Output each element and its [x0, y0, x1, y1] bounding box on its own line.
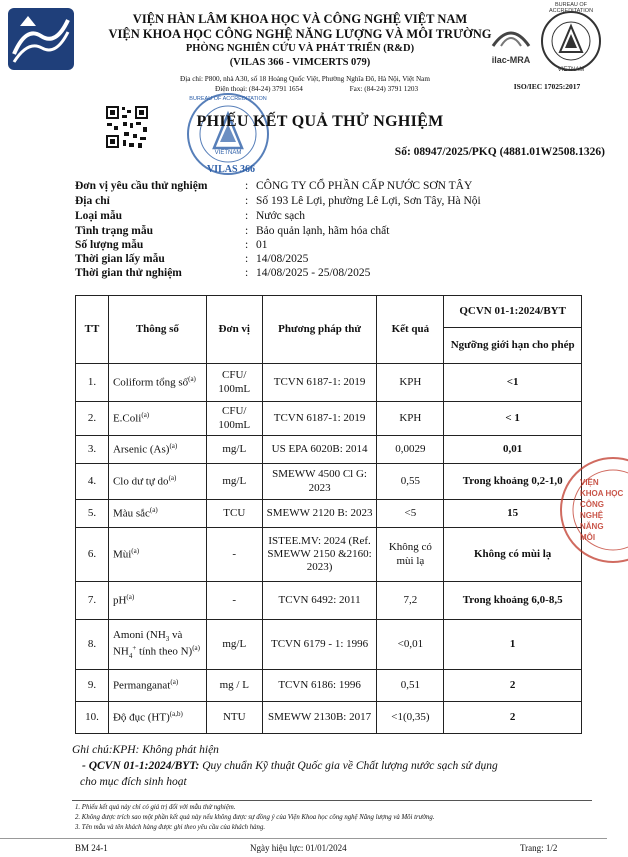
institute-logo — [6, 6, 76, 72]
info-colon: : — [245, 239, 249, 251]
note-qcvn-code: - QCVN 01-1:2024/BYT: — [82, 760, 200, 772]
department-name: PHÒNG NGHIÊN CỨU VÀ PHÁT TRIỂN (R&D) — [185, 43, 415, 54]
cell-param — [108, 364, 206, 402]
cell-param — [108, 528, 206, 582]
cell-limit: Trong khoảng 0,2-1,0 — [444, 464, 582, 500]
param-text: Coliform tổng số — [112, 376, 189, 389]
note-kph: Ghi chú:KPH: Không phát hiện — [72, 744, 219, 756]
info-label-address: Địa chỉ — [75, 195, 110, 207]
table-row — [76, 702, 582, 734]
info-colon: : — [245, 195, 249, 207]
seal-line: KHOA HỌC — [580, 489, 624, 498]
cell-unit: - — [206, 582, 262, 620]
info-value-requester: CÔNG TY CỔ PHẦN CẤP NƯỚC SƠN TÂY — [256, 180, 473, 192]
cell-method: TCVN 6186: 1996 — [262, 670, 377, 702]
info-label-requester: Đơn vị yêu cầu thử nghiệm — [75, 180, 208, 192]
cell-tt: 6. — [76, 528, 109, 582]
cell-method: SMEWW 2120 B: 2023 — [262, 500, 377, 528]
ilac-mra-logo — [487, 24, 535, 64]
cell-result: KPH — [377, 364, 444, 402]
results-table — [75, 295, 582, 734]
seal-country: VIETNAM — [557, 67, 585, 73]
form-code: BM 24-1 — [75, 843, 108, 853]
cell-unit: mg/L — [206, 464, 262, 500]
param-text: Permanganat — [112, 679, 171, 692]
table-row — [76, 500, 582, 528]
contact-line — [95, 85, 515, 93]
cell-method: TCVN 6492: 2011 — [262, 582, 377, 620]
info-value-sample-count: 01 — [256, 239, 268, 251]
page-number: Trang: 1/2 — [520, 843, 558, 853]
subscript: 4 — [128, 651, 133, 660]
param-text: tính theo N) — [136, 645, 193, 658]
info-label-sample-count: Số lượng mẫu — [75, 239, 144, 251]
note-purpose: cho mục đích sinh hoạt — [80, 776, 187, 788]
cell-method: US EPA 6020B: 2014 — [262, 436, 377, 464]
table-row — [76, 620, 582, 670]
cell-unit: mg/L — [206, 436, 262, 464]
param-text: và NH — [112, 629, 183, 658]
header-unit: Đơn vị — [206, 296, 262, 364]
info-colon: : — [245, 180, 249, 192]
footnote: 2. Không được trích sao một phần kết quả này nếu không được sự đồng ý của Viện Khoa học công nghệ Năng lượng và Môi trường. — [75, 814, 435, 821]
accreditation-seal — [540, 10, 602, 72]
param-text: pH — [112, 594, 127, 607]
param-text: Arsenic (As) — [112, 443, 170, 456]
cell-tt: 7. — [76, 582, 109, 620]
fax: Fax: (84-24) 3791 1203 — [349, 85, 419, 93]
info-value-sample-state: Bảo quản lạnh, hãm hóa chất — [256, 225, 390, 237]
cell-param — [108, 670, 206, 702]
info-label-test-time: Thời gian thử nghiệm — [75, 267, 182, 279]
accredited-mark: (a) — [169, 442, 178, 451]
info-colon: : — [245, 225, 249, 237]
accredited-mark: (a) — [188, 375, 196, 384]
cell-result: 0,55 — [377, 464, 444, 500]
header-standard: QCVN 01-1:2024/BYT — [444, 296, 582, 328]
param-text: Amoni (NH — [112, 629, 166, 642]
cell-limit: 1 — [444, 620, 582, 670]
accredited-mark: (a) — [149, 506, 158, 515]
cell-result: KPH — [377, 402, 444, 436]
footer-divider — [0, 838, 607, 839]
ilac-icon — [487, 24, 535, 52]
effective-date: Ngày hiệu lực: 01/01/2024 — [250, 843, 347, 853]
info-colon: : — [245, 253, 249, 265]
info-label-sample-type: Loại mẫu — [75, 210, 122, 222]
cell-method: SMEWW 4500 Cl G: 2023 — [262, 464, 377, 500]
seal-text: BUREAU OF ACCREDITATION — [548, 2, 594, 14]
cell-limit: 0,01 — [444, 436, 582, 464]
cell-result: <0,01 — [377, 620, 444, 670]
cell-method: SMEWW 2130B: 2017 — [262, 702, 377, 734]
cell-param — [108, 620, 206, 670]
header-result: Kết quả — [377, 296, 444, 364]
ilac-text: ilac-MRA — [491, 55, 531, 65]
table-row — [76, 436, 582, 464]
subscript: 3 — [165, 635, 170, 644]
note-qcvn — [82, 760, 498, 772]
info-label-sample-state: Tình trạng mẫu — [75, 225, 153, 237]
cell-unit: mg/L — [206, 620, 262, 670]
cell-param — [108, 402, 206, 436]
table-row — [76, 582, 582, 620]
table-row — [76, 402, 582, 436]
cell-unit: - — [206, 528, 262, 582]
cell-result: <5 — [377, 500, 444, 528]
cell-unit: NTU — [206, 702, 262, 734]
note-qcvn-desc: Quy chuẩn Kỹ thuật Quốc gia về Chất lượng nước sạch sử dụng — [199, 760, 498, 772]
param-text: Màu sắc — [112, 507, 150, 520]
seal-line: MÔI — [580, 533, 596, 542]
stamp-vilas: VILAS 366 — [206, 164, 256, 175]
info-value-test-time: 14/08/2025 - 25/08/2025 — [256, 267, 371, 279]
seal-line: CÔNG NGHỆ — [580, 500, 604, 520]
param-text: Độ đục (HT) — [112, 711, 170, 724]
table-row — [76, 464, 582, 500]
cell-result: 7,2 — [377, 582, 444, 620]
cell-tt: 10. — [76, 702, 109, 734]
cell-unit: mg / L — [206, 670, 262, 702]
cell-limit: 2 — [444, 670, 582, 702]
cell-limit: < 1 — [444, 402, 582, 436]
header-limit: Ngưỡng giới hạn cho phép — [444, 328, 582, 364]
cell-method: ISTEE.MV: 2024 (Ref. SMEWW 2150 &2160: 2023) — [262, 528, 377, 582]
qr-code-icon — [105, 105, 149, 149]
footnote: 1. Phiếu kết quả này chỉ có giá trị đối với mẫu thử nghiệm. — [75, 804, 236, 811]
accredited-mark: (a) — [168, 474, 177, 483]
table-row — [76, 364, 582, 402]
param-text: Mùi — [112, 548, 132, 561]
info-value-sample-type: Nước sạch — [256, 210, 306, 222]
info-value-address: Số 193 Lê Lợi, phường Lê Lợi, Sơn Tây, Hà Nội — [256, 195, 481, 207]
institute-seal — [558, 455, 628, 565]
seal-line: NĂNG — [580, 522, 604, 531]
info-colon: : — [245, 267, 249, 279]
info-label-sampling-time: Thời gian lấy mẫu — [75, 253, 165, 265]
report-title: PHIẾU KẾT QUẢ THỬ NGHIỆM — [196, 113, 444, 130]
cell-result: <1(0,35) — [377, 702, 444, 734]
cell-tt: 3. — [76, 436, 109, 464]
accredited-mark: (a) — [131, 547, 140, 556]
table-row — [76, 528, 582, 582]
accredited-mark: (a) — [192, 643, 200, 652]
cell-param — [108, 464, 206, 500]
report-number: Số: 08947/2025/PKQ (4881.01W2508.1326) — [394, 146, 605, 158]
cell-result: 0,51 — [377, 670, 444, 702]
header-parameter: Thông số — [108, 296, 206, 364]
accredited-mark: (a) — [141, 411, 150, 420]
cell-limit: 2 — [444, 702, 582, 734]
cell-param — [108, 436, 206, 464]
stamp-country: VIETNAM — [214, 150, 242, 156]
superscript: + — [132, 643, 137, 652]
cell-tt: 9. — [76, 670, 109, 702]
table-row — [76, 670, 582, 702]
cell-method: TCVN 6187-1: 2019 — [262, 364, 377, 402]
academy-name: VIỆN HÀN LÂM KHOA HỌC VÀ CÔNG NGHỆ VIỆT NAM — [132, 12, 468, 26]
cell-result: 0,0029 — [377, 436, 444, 464]
info-value-sampling-time: 14/08/2025 — [256, 253, 309, 265]
cell-tt: 1. — [76, 364, 109, 402]
param-text: Clo dư tự do — [112, 475, 169, 488]
institute-name: VIỆN KHOA HỌC CÔNG NGHỆ NĂNG LƯỢNG VÀ MÔI TRƯỜNG — [108, 27, 492, 41]
cell-tt: 4. — [76, 464, 109, 500]
cell-param — [108, 702, 206, 734]
cell-limit: Không có mùi lạ — [444, 528, 582, 582]
cell-method: TCVN 6187-1: 2019 — [262, 402, 377, 436]
accredited-mark: (a) — [126, 593, 135, 602]
cell-param — [108, 500, 206, 528]
cell-limit: 15 — [444, 500, 582, 528]
accredited-mark: (a,b) — [169, 710, 183, 719]
cell-unit: CFU/ 100mL — [206, 364, 262, 402]
cell-tt: 2. — [76, 402, 109, 436]
cell-limit: Trong khoảng 6,0-8,5 — [444, 582, 582, 620]
cell-method: TCVN 6179 - 1: 1996 — [262, 620, 377, 670]
cell-tt: 5. — [76, 500, 109, 528]
stamp-text: BUREAU OF ACCREDITATION — [189, 96, 267, 102]
param-text: E.Coli — [112, 412, 142, 425]
iso-standard: ISO/IEC 17025:2017 — [513, 82, 581, 91]
footnote: 3. Tên mẫu và tên khách hàng được ghi theo yêu cầu của khách hàng. — [75, 824, 266, 831]
cell-unit: CFU/ 100mL — [206, 402, 262, 436]
cell-param — [108, 582, 206, 620]
address: Địa chỉ: P800, nhà A30, số 18 Hoàng Quốc Việt, Phường Nghĩa Đô, Hà Nội, Việt Nam — [180, 75, 430, 83]
cell-limit: <1 — [444, 364, 582, 402]
header-method: Phương pháp thử — [262, 296, 377, 364]
cell-unit: TCU — [206, 500, 262, 528]
accredited-mark: (a) — [170, 678, 179, 687]
phone: Điện thoại: (84-24) 3791 1654 — [215, 85, 303, 93]
cell-result: Không có mùi lạ — [377, 528, 444, 582]
seal-line: VIỆN — [580, 478, 599, 487]
header-tt: TT — [76, 296, 109, 364]
footnote-divider — [72, 800, 592, 801]
info-colon: : — [245, 210, 249, 222]
accreditation-codes: (VILAS 366 - VIMCERTS 079) — [229, 57, 371, 68]
cell-tt: 8. — [76, 620, 109, 670]
